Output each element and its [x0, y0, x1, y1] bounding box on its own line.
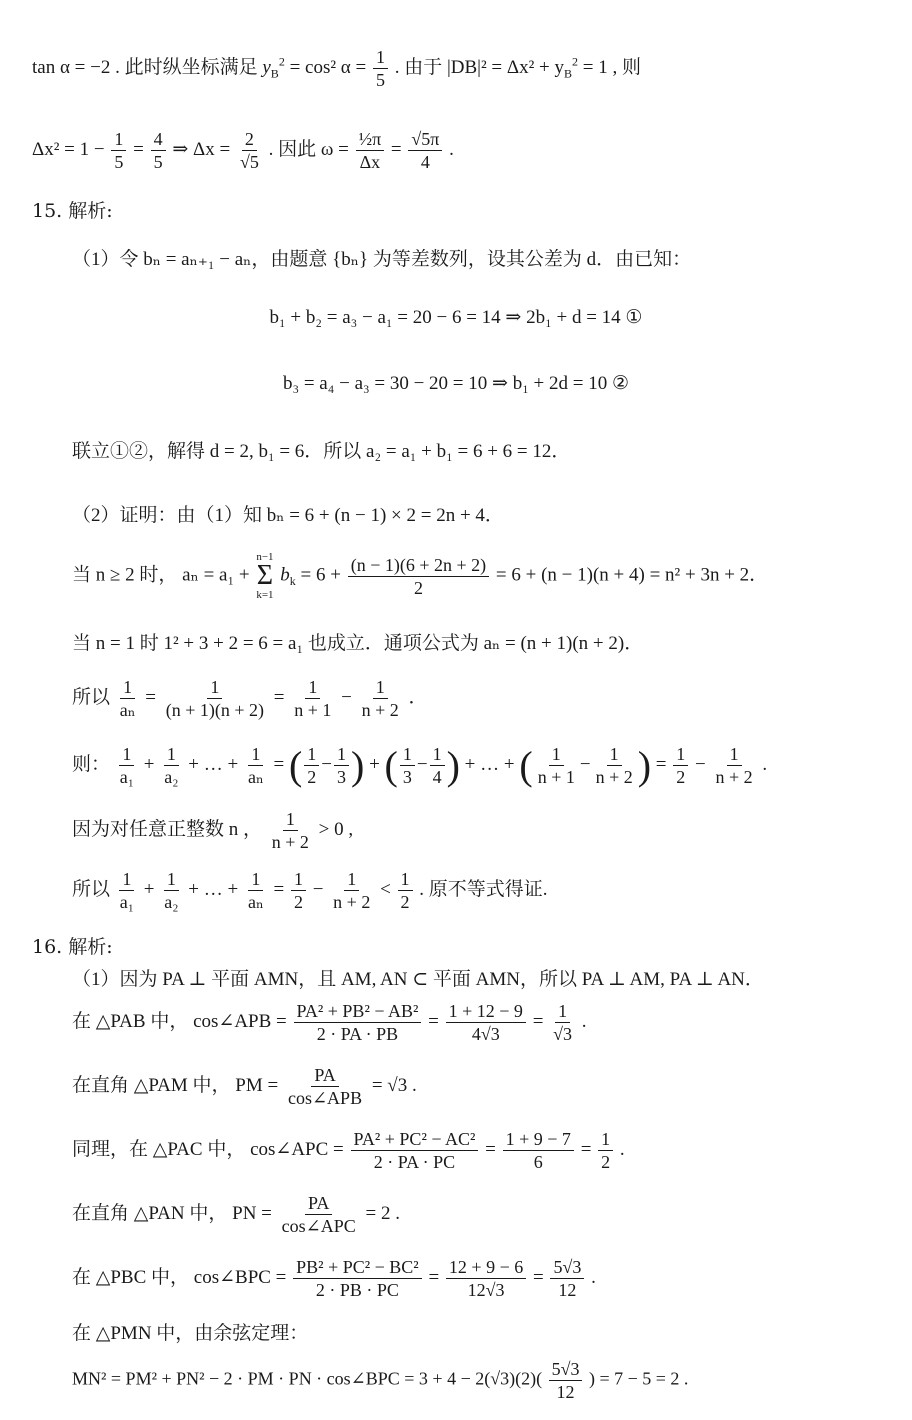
text: MN² = PM² + PN² − 2 · PM · PN · cos∠BPC = 3 + 4 − 2(√3)(2)(: [72, 1368, 543, 1389]
text: = 6 + (n − 1)(n + 4) = n² + 3n + 2．: [495, 564, 769, 586]
text: 在 △PAB 中， cos∠APB =: [72, 1010, 287, 1032]
p16-pm: [72, 1064, 417, 1109]
fraction: $\frac{1 + 12 - 9}{4√3}$: [446, 1000, 526, 1045]
text: = 1 , 则: [582, 56, 642, 78]
p15-when-n-eq-1: 当 n = 1 时 1² + 3 + 2 = 6 = a₁ 也成立．通项公式为 aₙ = (n + 1)(n + 2)．: [72, 633, 644, 654]
text: tan α = −2 . 此时纵坐标满足: [32, 56, 258, 78]
fraction: $\frac{12 + 9 - 6}{12√3}$: [446, 1256, 526, 1301]
p15-equation-2: b₃ = a₄ − a₃ = 30 − 20 = 10 ⇒ b₁ + 2d = 10 ②: [282, 373, 630, 394]
text: . 因此 ω =: [268, 138, 349, 160]
fraction: $\frac{\text{PA² + PB² − AB²}}{2 \cdot PA \cdot PB}$: [294, 1000, 422, 1045]
fraction: $\frac{4}{5}$: [151, 128, 166, 173]
p16-cos-bpc: 在 △PBC 中， cos∠BPC = $\frac{\text{PB² + PC² − BC²}}{2 \cdot PB \cdot PC}$ = $\frac{12 + 9 - 6}{12√3}$ = $\frac{5√3}{12}$ .: [72, 1257, 596, 1300]
text: > 0 ,: [318, 818, 354, 840]
text: =: [390, 138, 402, 160]
p16-pn: [72, 1192, 400, 1237]
text: 当 n ≥ 2 时， aₙ = a₁ +: [72, 564, 250, 586]
text: 因为对任意正整数 n ，: [72, 818, 263, 840]
fraction: $\frac{1}{n + 2}$: [333, 869, 371, 912]
fraction: $\frac{1}{n + 1}$: [537, 744, 575, 787]
text: Δx² = 1 −: [32, 138, 105, 160]
fraction: $\frac{PA}{\text{cos∠APC}}$: [281, 1193, 356, 1236]
fraction: $\frac{√5\pi}{4}$: [408, 128, 442, 173]
fraction: $\frac{1}{n + 1}$: [294, 677, 332, 720]
text: =: [133, 138, 144, 160]
text: 在直角 △PAM 中， PM =: [72, 1074, 279, 1096]
text: = cos² α =: [289, 56, 367, 78]
fraction: $\frac{1}{5}$: [373, 46, 388, 91]
fraction: $\frac{1 + 9 - 7}{6}$: [503, 1128, 574, 1173]
fraction: $\frac{1}{n + 2}$: [361, 677, 399, 720]
text: 所以: [72, 686, 111, 708]
text: . 由于 |DB|² = Δx² + y: [394, 56, 565, 78]
p16-mn-squared: [72, 1358, 688, 1403]
p15-so-1: [72, 676, 428, 721]
fraction: $\frac{\text{PA² + PC² − AC²}}{2 \cdot PA \cdot PC}$: [351, 1128, 479, 1173]
fraction: $\frac{1}{2}$: [304, 743, 319, 788]
p14-line-1: tan α = −2 . 此时纵坐标满足 $y_B^2 = \cos^2$ α = $\frac{1}{5}$ . 由于 $|DB|^2 = \Delta x^2 + y_B^2 = 1$ , 则: [32, 47, 642, 90]
fraction: $\frac{1}{\text{aₙ}}$: [247, 869, 264, 912]
fraction: $\frac{1}{n + 2}$: [715, 744, 753, 787]
fraction: $\frac{1}{2}$: [398, 868, 413, 913]
fraction: $\frac{(n - 1)(6 + 2n + 2)}{2}$: [348, 554, 489, 599]
text: 则：: [72, 753, 111, 775]
text: 在 △PBC 中， cos∠BPC =: [72, 1266, 287, 1288]
p15-when-n-ge-2: 当 n ≥ 2 时， aₙ = a₁ + n−1 Σ k=1 $b_k = 6$ + $\frac{(n - 1)(6 + 2n + 2)}{2}$ = 6 + (n − 1)(n + 4) = n² + 3n + 2．: [72, 551, 769, 601]
text: = 6 +: [300, 564, 341, 586]
fraction: $\frac{1}{\text{a₁}}$: [119, 744, 135, 787]
text: =: [145, 686, 157, 708]
text: + … +: [188, 753, 239, 775]
fraction: $\frac{5√3}{12}$: [550, 1256, 584, 1301]
p15-part2-intro: （2）证明：由（1）知 bₙ = 6 + (n − 1) × 2 = 2n + 4．: [72, 505, 504, 526]
text: 在直角 △PAN 中， PN =: [72, 1202, 272, 1224]
p16-cos-apb: 在 △PAB 中， cos∠APB = $\frac{\text{PA² + PB² − AB²}}{2 \cdot PA \cdot PB}$ = $\frac{1 + 12 - 9}{4√3}$ = $\frac{1}{√3}$ .: [72, 1001, 587, 1044]
fraction: $\frac{1}{5}$: [111, 128, 126, 173]
text: 同理，在 △PAC 中， cos∠APC =: [72, 1138, 344, 1160]
fraction: $\frac{1}{2}$: [291, 868, 306, 913]
p15-part1-intro: （1）令 bₙ = aₙ₊₁ − aₙ，由题意 {bₙ} 为等差数列，设其公差为 d．由已知：: [72, 249, 692, 270]
p15-then: 则： $\frac{1}{\text{a₁}}$ + $\frac{1}{\text{a₂}}$ + … + $\frac{1}{\text{aₙ}}$ = ( $\frac{1}{2}$ − $\frac{1}{3}$ ) + ( $\frac{1}{3}$ − $\frac{1}{4}$ ) + … + ( $\frac{1}{n + 1}$ − $\frac{1}{n + 2}$ ) = $\frac{1}{2}$ − $\frac{1}{n + 2}$ .: [72, 743, 768, 788]
text: ) = 7 − 5 = 2 .: [588, 1368, 689, 1389]
text: 所以: [72, 878, 111, 900]
text: −: [341, 686, 352, 708]
fraction: $\frac{1}{2}$: [673, 743, 688, 788]
fraction: $\frac{1}{2}$: [598, 1128, 613, 1173]
fraction: $\frac{1}{√3}$: [553, 1001, 573, 1044]
p15-solve: 联立①②，解得 d = 2, b₁ = 6．所以 a₂ = a₁ + b₁ = 6 + 6 = 12．: [72, 441, 571, 462]
fraction: $\frac{1}{\text{a₂}}$: [164, 744, 179, 787]
text: = √3 .: [371, 1074, 417, 1096]
p16-title: 16. 解析:: [32, 936, 113, 958]
summation: n−1 Σ k=1: [256, 551, 274, 601]
fraction: $\frac{1}{\text{aₙ}}$: [247, 744, 264, 787]
fraction: $\frac{\text{PB² + PC² − BC²}}{2 \cdot PB \cdot PC}$: [293, 1256, 422, 1301]
text: = 2 .: [365, 1202, 400, 1224]
p14-line-2: [32, 128, 454, 173]
text: =: [273, 686, 285, 708]
fraction: $\frac{1}{\text{a₁}}$: [119, 869, 135, 912]
text: .: [449, 138, 454, 160]
fraction: $\frac{1}{\text{a₂}}$: [164, 869, 179, 912]
fraction: $\frac{1}{(n + 1)(n + 2)}$: [165, 677, 265, 720]
p16-cos-apc: 同理，在 △PAC 中， cos∠APC = $\frac{\text{PA² + PC² − AC²}}{2 \cdot PA \cdot PC}$ = $\frac{1 + 9 - 7}{6}$ = $\frac{1}{2}$ .: [72, 1129, 625, 1172]
p15-so-2: 所以 $\frac{1}{\text{a₁}}$ + $\frac{1}{\text{a₂}}$ + … + $\frac{1}{\text{aₙ}}$ = $\frac{1}{2}$ − $\frac{1}{n + 2}$ < $\frac{1}{2}$ . 原不等式得证.: [72, 869, 548, 912]
fraction: $\frac{1}{n + 2}$: [271, 809, 309, 852]
p16-cosine-law: 在 △PMN 中，由余弦定理：: [72, 1323, 309, 1344]
p15-because: [72, 808, 353, 853]
p16-line-1: （1）因为 PA ⊥ 平面 AMN，且 AM, AN ⊂ 平面 AMN，所以 PA ⊥ AM, PA ⊥ AN．: [72, 969, 764, 990]
fraction: $\frac{1}{3}$: [334, 743, 349, 788]
fraction: $\frac{5√3}{12}$: [549, 1358, 583, 1403]
fraction: $\frac{PA}{\text{cos∠APB}}$: [287, 1065, 363, 1108]
p15-equation-1: b₁ + b₂ = a₃ − a₁ = 20 − 6 = 14 ⇒ 2b₁ + d = 14 ①: [269, 307, 643, 328]
text: b: [280, 564, 290, 586]
p15-title: 15. 解析:: [32, 200, 113, 222]
fraction: $\frac{1}{n + 2}$: [595, 744, 633, 787]
fraction: $\frac{1}{4}$: [430, 743, 445, 788]
text: =: [273, 753, 285, 775]
text: ⇒ Δx =: [172, 138, 231, 160]
text: +: [143, 753, 155, 775]
text: y: [262, 56, 271, 78]
fraction: $\frac{2}{√5}$: [239, 129, 259, 172]
fraction: $\frac{\text{½π}}{\Delta x}$: [356, 128, 385, 173]
text: ．: [408, 686, 428, 708]
fraction: $\frac{1}{\text{aₙ}}$: [119, 677, 136, 720]
fraction: $\frac{1}{3}$: [400, 743, 415, 788]
text: . 原不等式得证.: [419, 878, 548, 900]
